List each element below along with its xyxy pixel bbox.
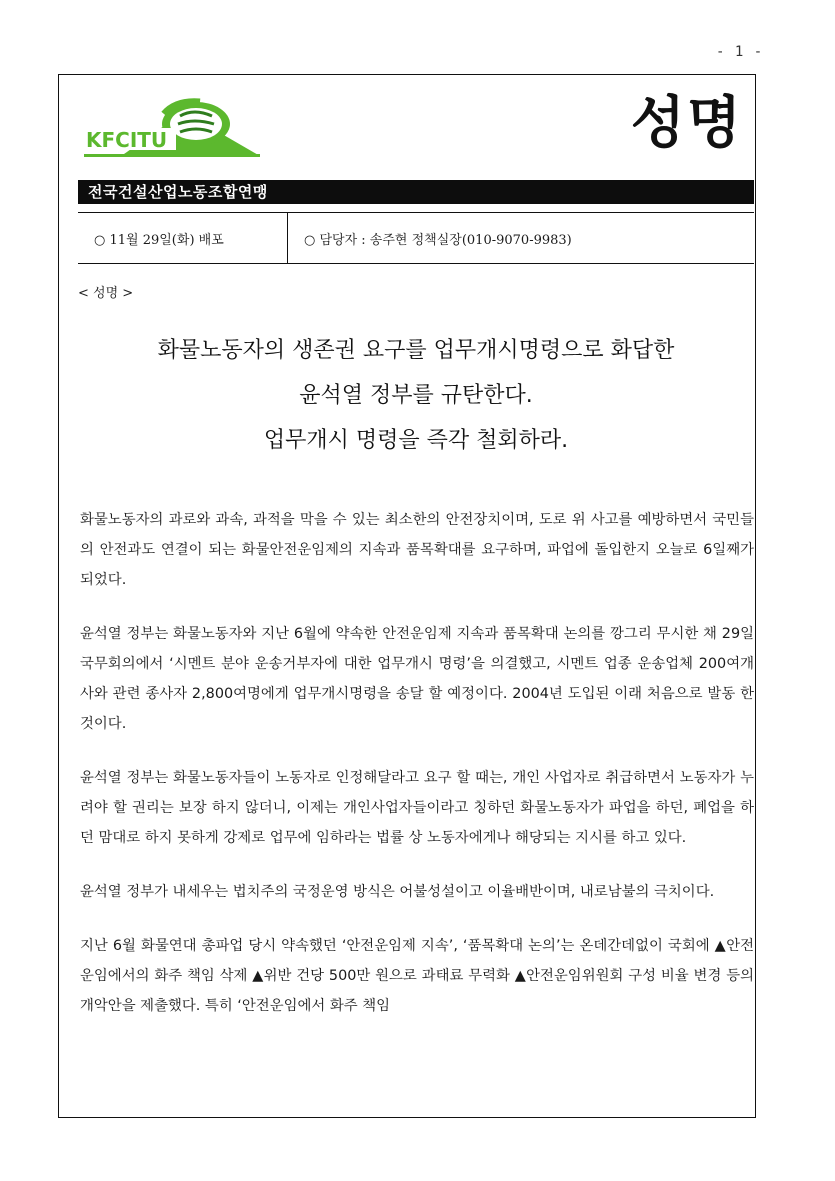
document-type-title: 성명: [630, 91, 743, 156]
page-number: - 1 -: [716, 44, 764, 60]
headline-line: 업무개시 명령을 즉각 철회하라.: [263, 428, 569, 453]
fist-logo-icon: [84, 94, 264, 168]
organization-bar: 전국건설산업노동조합연맹: [78, 180, 754, 204]
info-row: [78, 212, 754, 264]
body-paragraph: 윤석열 정부는 화물노동자와 지난 6월에 약속한 안전운임제 지속과 품목확대 논의를 깡그리 무시한 채 29일 국무회의에서 ‘시멘트 분야 운송거부자에 대한 업무개시 명령’을 의결했고, 시멘트 업종 운송업체 200여개 사와 관련 종사자 2,800여명에게 업무개시명령을 송달 할 예정이다. 2004년 도입된 이래 처음으로 발동 한 것이다.: [80, 626, 754, 732]
svg-text:KFCITU: KFCITU: [86, 128, 168, 152]
body-paragraph: 윤석열 정부가 내세우는 법치주의 국정운영 방식은 어불성설이고 이율배반이며, 내로남불의 극치이다.: [80, 884, 715, 900]
headline-line: 화물노동자의 생존권 요구를 업무개시명령으로 화답한: [157, 338, 675, 363]
kfcitu-logo: [84, 94, 264, 168]
statement-body: [80, 505, 754, 1045]
statement-tag: < 성명 >: [78, 286, 134, 301]
headline: [78, 328, 754, 463]
contact-info: ○ 담당자 : 송주현 정책실장(010-9070-9983): [304, 232, 572, 248]
body-paragraph: 지난 6월 화물연대 총파업 당시 약속했던 ‘안전운임제 지속’, ‘품목확대 논의’는 온데간데없이 국회에 ▲안전운임에서의 화주 책임 삭제 ▲위반 건당 500만 원으로 과태료 무력화 ▲안전운임위원회 구성 비율 변경 등의 개악안을 제출했다. 특히 ‘안전운임에서 화주 책임: [80, 938, 754, 1014]
body-paragraph: 화물노동자의 과로와 과속, 과적을 막을 수 있는 최소한의 안전장치이며, 도로 위 사고를 예방하면서 국민들의 안전과도 연결이 되는 화물안전운임제의 지속과 품목확대를 요구하며, 파업에 돌입한지 오늘로 6일째가 되었다.: [80, 512, 754, 588]
release-date: ○ 11월 29일(화) 배포: [78, 213, 288, 263]
body-paragraph: 윤석열 정부는 화물노동자들이 노동자로 인정해달라고 요구 할 때는, 개인 사업자로 취급하면서 노동자가 누려야 할 권리는 보장 하지 않더니, 이제는 개인사업자들이라고 칭하던 화물노동자가 파업을 하던, 폐업을 하던 맘대로 하지 못하게 강제로 업무에 임하라는 법률 상 노동자에게나 해당되는 지시를 하고 있다.: [80, 770, 754, 846]
headline-line: 윤석열 정부를 규탄한다.: [299, 383, 533, 408]
